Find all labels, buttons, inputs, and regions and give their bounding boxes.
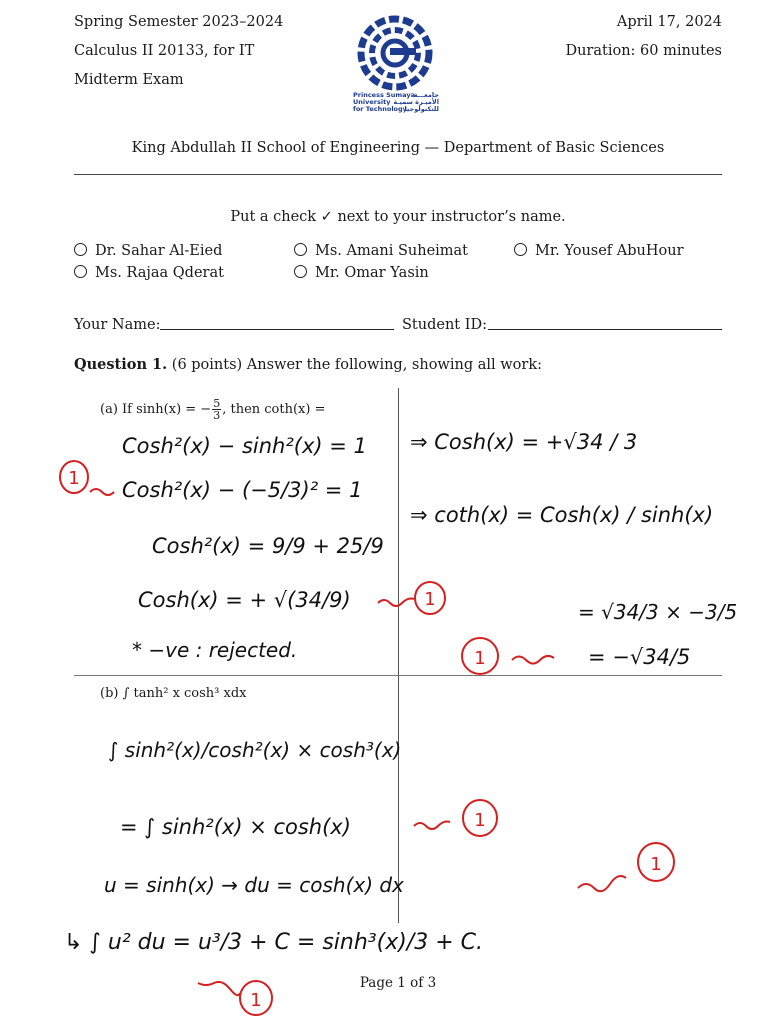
handwritten-line: * −ve : rejected. [132,638,298,662]
handwritten-line: Cosh²(x) = 9/9 + 25/9 [152,534,384,558]
student-id-label: Student ID: [402,317,487,333]
squiggle-icon [378,599,414,607]
handwritten-line: ∫ sinh²(x)/cosh²(x) × cosh³(x) [108,738,402,762]
name-label: Your Name: [74,317,161,333]
grade-mark: 1 [650,854,662,875]
grade-mark: 1 [250,990,262,1011]
page-number: Page 1 of 3 [359,975,437,991]
grade-mark: 1 [474,810,486,831]
exam-date: April 17, 2024 [616,14,722,30]
squiggle-icon [414,822,450,830]
logo-text-en-3: for Technology [353,105,407,113]
grade-mark: 1 [474,648,486,669]
instructor-option[interactable]: Mr. Omar Yasin [294,265,429,281]
handwritten-line: = ∫ sinh²(x) × cosh(x) [120,815,351,839]
instructor-option[interactable]: Mr. Yousef AbuHour [514,243,684,259]
instructor-option[interactable]: Ms. Amani Suheimat [294,243,468,259]
squiggle-icon [512,656,554,664]
handwritten-line: ⇒ Cosh(x) = +√34 / 3 [410,430,638,454]
handwritten-line: u = sinh(x) → du = cosh(x) dx [104,873,404,897]
question-title: Question 1. [74,356,168,373]
handwritten-line: Cosh²(x) − (−5/3)² = 1 [122,478,363,502]
handwritten-line: ↳ ∫ u² du = u³/3 + C = sinh³(x)/3 + C. [64,930,483,955]
grade-mark: 1 [424,589,436,610]
logo-text-en-1: Princess Sumaya [353,91,415,99]
logo-text-ar-3: للتكنولوجيا [404,105,439,113]
handwritten-line: = −√34/5 [588,645,691,669]
logo-text-en-2: University [353,98,391,106]
instructor-prompt: Put a check ✓ next to your instructor’s name. [230,209,566,225]
semester-text: Spring Semester 2023–2024 [74,14,284,30]
logo-text-ar-2: الأميـرة سميـة [393,98,439,106]
course-text: Calculus II 20133, for IT [74,43,255,59]
logo-text-ar-1: جامعـــة [413,91,439,99]
part-a-prompt: (a) If sinh(x) = − $\frac{5}{3}$ , then coth(x) = [100,397,326,422]
handwritten-line: Cosh²(x) − sinh²(x) = 1 [122,434,367,458]
squiggle-icon [578,876,626,891]
handwritten-line: = √34/3 × −3/5 [578,600,738,624]
school-department: King Abdullah II School of Engineering — Department of Basic Sciences [131,140,665,156]
exam-type-text: Midterm Exam [74,72,184,88]
squiggle-icon [90,489,114,495]
handwritten-line: Cosh(x) = + √(34/9) [138,588,351,612]
question-points: (6 points) [171,357,243,373]
instructor-option[interactable]: Ms. Rajaa Qderat [74,265,224,281]
question-instruction: Answer the following, showing all work: [246,357,542,373]
grade-mark: 1 [68,468,80,489]
part-b-prompt: (b) ∫ tanh² x cosh³ xdx [100,686,247,701]
handwritten-line: ⇒ coth(x) = Cosh(x) / sinh(x) [410,503,714,527]
exam-duration: Duration: 60 minutes [565,43,722,59]
instructor-option[interactable]: Dr. Sahar Al-Eied [74,243,222,259]
